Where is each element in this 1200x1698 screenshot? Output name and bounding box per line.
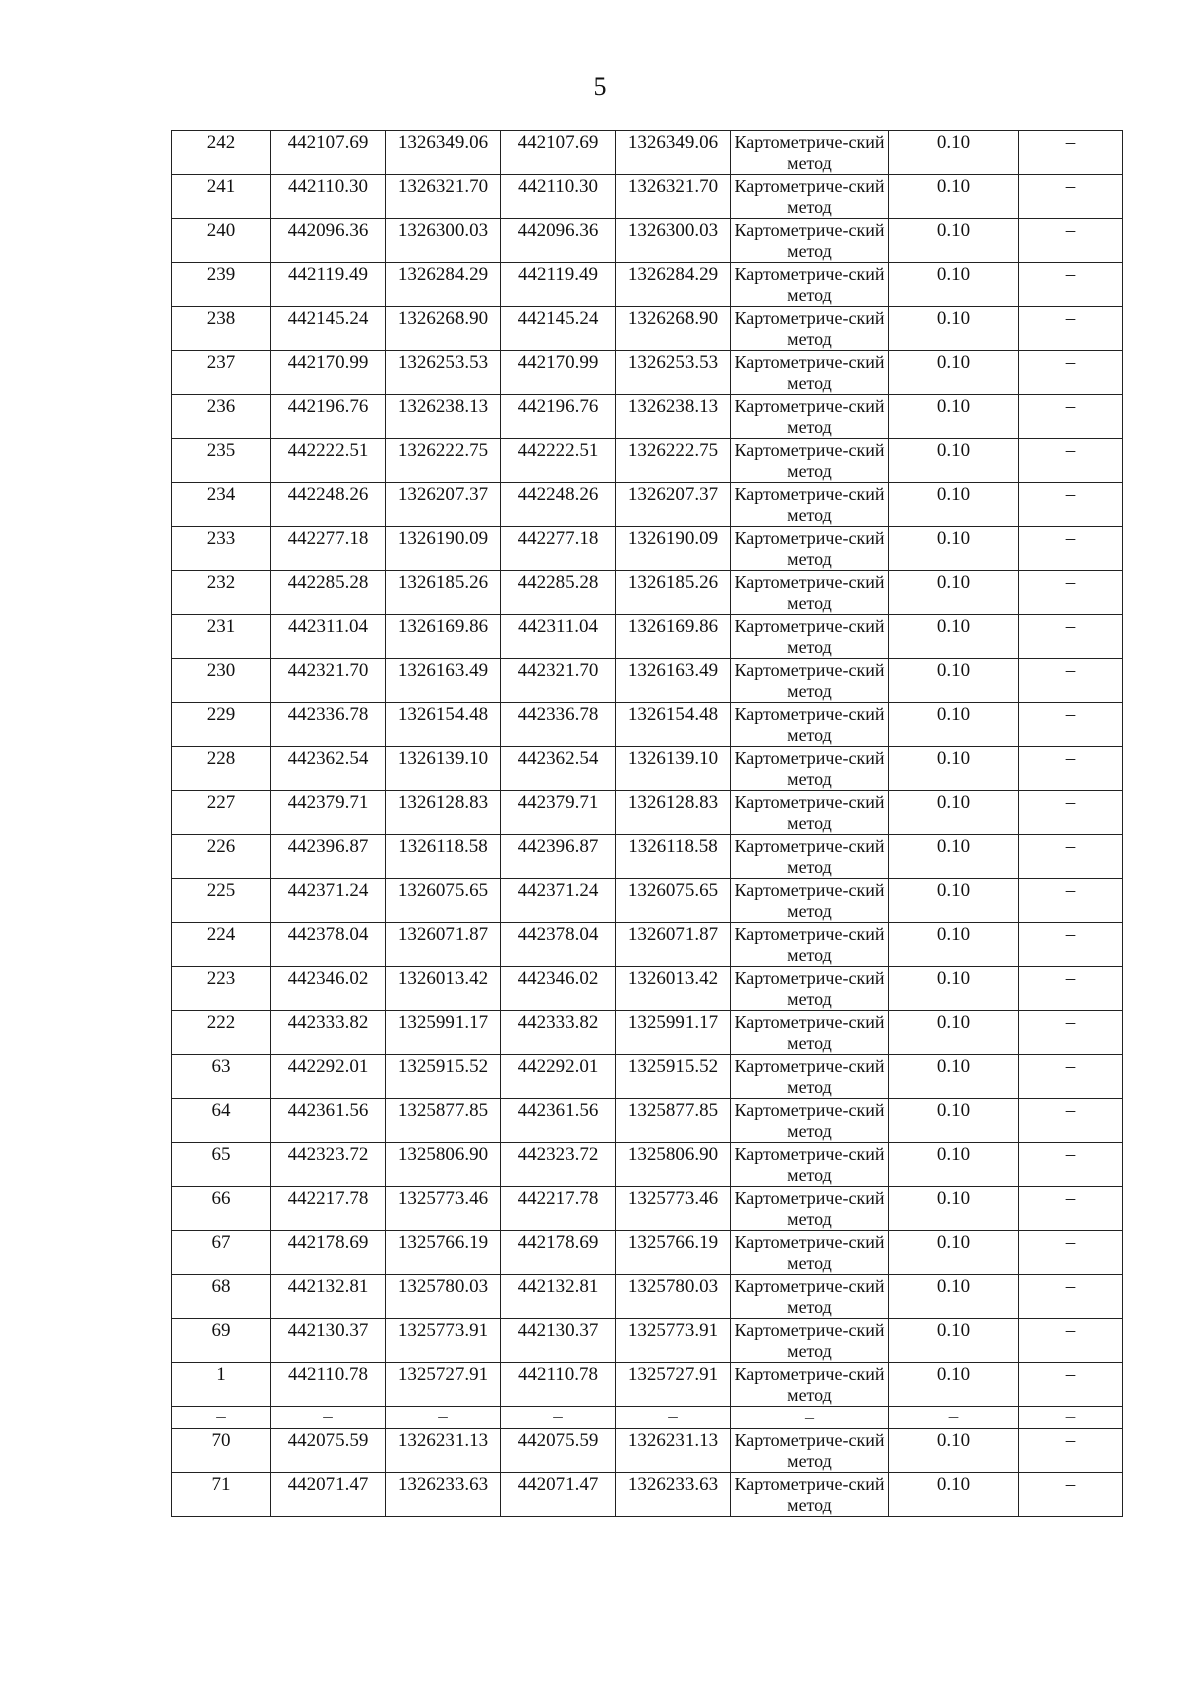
cell-x-new: 442285.28 — [501, 571, 616, 615]
cell-note: – — [1019, 1319, 1123, 1363]
cell-method: Картометриче-ский метод — [731, 131, 889, 175]
cell-y-existing: 1326268.90 — [386, 307, 501, 351]
cell-note: – — [1019, 703, 1123, 747]
cell-method: Картометриче-ский метод — [731, 527, 889, 571]
cell-method: Картометриче-ский метод — [731, 307, 889, 351]
cell-accuracy: 0.10 — [889, 175, 1019, 219]
cell-point-number: 227 — [172, 791, 271, 835]
cell-x-existing: 442333.82 — [271, 1011, 386, 1055]
cell-method: Картометриче-ский метод — [731, 747, 889, 791]
cell-method: Картометриче-ский метод — [731, 219, 889, 263]
cell-x-existing: 442248.26 — [271, 483, 386, 527]
cell-note: – — [1019, 1099, 1123, 1143]
cell-y-new: 1326284.29 — [616, 263, 731, 307]
cell-point-number: 239 — [172, 263, 271, 307]
cell-point-number: 226 — [172, 835, 271, 879]
cell-point-number: 237 — [172, 351, 271, 395]
cell-point-number: 231 — [172, 615, 271, 659]
cell-point-number: 1 — [172, 1363, 271, 1407]
cell-point-number: 64 — [172, 1099, 271, 1143]
cell-y-existing: 1325773.91 — [386, 1319, 501, 1363]
cell-x-existing: 442321.70 — [271, 659, 386, 703]
cell-y-existing: 1326169.86 — [386, 615, 501, 659]
cell-note: – — [1019, 1143, 1123, 1187]
cell-x-new: 442362.54 — [501, 747, 616, 791]
cell-accuracy: – — [889, 1407, 1019, 1429]
cell-method: Картометриче-ский метод — [731, 967, 889, 1011]
cell-x-new: 442130.37 — [501, 1319, 616, 1363]
cell-x-new: 442132.81 — [501, 1275, 616, 1319]
cell-x-new: – — [501, 1407, 616, 1429]
cell-method: Картометриче-ский метод — [731, 659, 889, 703]
cell-x-new: 442110.30 — [501, 175, 616, 219]
cell-point-number: 224 — [172, 923, 271, 967]
cell-x-existing: 442130.37 — [271, 1319, 386, 1363]
cell-y-existing: 1326185.26 — [386, 571, 501, 615]
cell-note: – — [1019, 1275, 1123, 1319]
table-row — [172, 131, 1123, 175]
cell-x-new: 442333.82 — [501, 1011, 616, 1055]
cell-point-number: 234 — [172, 483, 271, 527]
cell-accuracy: 0.10 — [889, 615, 1019, 659]
cell-y-existing: 1325915.52 — [386, 1055, 501, 1099]
cell-accuracy: 0.10 — [889, 1275, 1019, 1319]
cell-note: – — [1019, 219, 1123, 263]
table-row — [172, 527, 1123, 571]
cell-y-existing: 1325766.19 — [386, 1231, 501, 1275]
cell-y-existing: 1326253.53 — [386, 351, 501, 395]
table-row — [172, 1473, 1123, 1517]
table-row — [172, 571, 1123, 615]
cell-method: Картометриче-ский метод — [731, 483, 889, 527]
cell-y-new: 1326231.13 — [616, 1429, 731, 1473]
cell-note: – — [1019, 791, 1123, 835]
table-row — [172, 615, 1123, 659]
cell-point-number: 235 — [172, 439, 271, 483]
cell-y-new: 1325915.52 — [616, 1055, 731, 1099]
cell-accuracy: 0.10 — [889, 1011, 1019, 1055]
table-row — [172, 1099, 1123, 1143]
cell-accuracy: 0.10 — [889, 1231, 1019, 1275]
cell-x-existing: 442110.30 — [271, 175, 386, 219]
table-row — [172, 175, 1123, 219]
cell-x-new: 442119.49 — [501, 263, 616, 307]
cell-x-new: 442292.01 — [501, 1055, 616, 1099]
cell-method: Картометриче-ский метод — [731, 615, 889, 659]
cell-accuracy: 0.10 — [889, 1473, 1019, 1517]
cell-x-existing: 442222.51 — [271, 439, 386, 483]
cell-point-number: 223 — [172, 967, 271, 1011]
cell-x-new: 442321.70 — [501, 659, 616, 703]
cell-note: – — [1019, 175, 1123, 219]
cell-point-number: 232 — [172, 571, 271, 615]
cell-method: Картометриче-ский метод — [731, 703, 889, 747]
table-row — [172, 1363, 1123, 1407]
cell-x-existing: 442346.02 — [271, 967, 386, 1011]
cell-accuracy: 0.10 — [889, 1363, 1019, 1407]
cell-method: Картометриче-ский метод — [731, 791, 889, 835]
cell-method: Картометриче-ский метод — [731, 263, 889, 307]
cell-point-number: 222 — [172, 1011, 271, 1055]
cell-y-new: 1325766.19 — [616, 1231, 731, 1275]
cell-note: – — [1019, 879, 1123, 923]
cell-x-existing: 442379.71 — [271, 791, 386, 835]
table-row — [172, 483, 1123, 527]
cell-point-number: 230 — [172, 659, 271, 703]
cell-accuracy: 0.10 — [889, 1187, 1019, 1231]
table-row — [172, 703, 1123, 747]
cell-x-new: 442145.24 — [501, 307, 616, 351]
cell-y-new: 1326349.06 — [616, 131, 731, 175]
cell-y-existing: 1326233.63 — [386, 1473, 501, 1517]
cell-point-number: 65 — [172, 1143, 271, 1187]
cell-accuracy: 0.10 — [889, 791, 1019, 835]
cell-x-new: 442361.56 — [501, 1099, 616, 1143]
cell-x-existing: 442285.28 — [271, 571, 386, 615]
cell-y-new: 1326185.26 — [616, 571, 731, 615]
cell-accuracy: 0.10 — [889, 395, 1019, 439]
cell-x-existing: 442119.49 — [271, 263, 386, 307]
cell-point-number: 68 — [172, 1275, 271, 1319]
table-row — [172, 747, 1123, 791]
cell-method: Картометриче-ский метод — [731, 439, 889, 483]
table-row — [172, 1187, 1123, 1231]
cell-point-number: 228 — [172, 747, 271, 791]
cell-x-existing: 442196.76 — [271, 395, 386, 439]
table-row — [172, 791, 1123, 835]
cell-y-new: 1325780.03 — [616, 1275, 731, 1319]
cell-point-number: 236 — [172, 395, 271, 439]
cell-y-new: 1325727.91 — [616, 1363, 731, 1407]
cell-y-existing: 1326321.70 — [386, 175, 501, 219]
cell-note: – — [1019, 263, 1123, 307]
cell-x-new: 442346.02 — [501, 967, 616, 1011]
cell-x-new: 442371.24 — [501, 879, 616, 923]
cell-accuracy: 0.10 — [889, 923, 1019, 967]
cell-method: Картометриче-ский метод — [731, 1429, 889, 1473]
cell-y-existing: 1326190.09 — [386, 527, 501, 571]
cell-x-new: 442336.78 — [501, 703, 616, 747]
table-row — [172, 1407, 1123, 1429]
cell-note: – — [1019, 307, 1123, 351]
cell-note: – — [1019, 615, 1123, 659]
cell-note: – — [1019, 1187, 1123, 1231]
table-row — [172, 263, 1123, 307]
cell-accuracy: 0.10 — [889, 1143, 1019, 1187]
table-row — [172, 1011, 1123, 1055]
cell-method: Картометриче-ский метод — [731, 175, 889, 219]
cell-x-new: 442178.69 — [501, 1231, 616, 1275]
table-row — [172, 923, 1123, 967]
cell-method: Картометриче-ский метод — [731, 923, 889, 967]
cell-y-new: 1326207.37 — [616, 483, 731, 527]
cell-y-existing: 1326075.65 — [386, 879, 501, 923]
cell-x-existing: 442277.18 — [271, 527, 386, 571]
cell-note: – — [1019, 1011, 1123, 1055]
cell-note: – — [1019, 483, 1123, 527]
cell-accuracy: 0.10 — [889, 483, 1019, 527]
cell-note: – — [1019, 967, 1123, 1011]
cell-method: Картометриче-ский метод — [731, 395, 889, 439]
cell-x-existing: 442075.59 — [271, 1429, 386, 1473]
cell-point-number: 229 — [172, 703, 271, 747]
cell-y-new: 1326128.83 — [616, 791, 731, 835]
cell-method: Картометриче-ский метод — [731, 1363, 889, 1407]
cell-y-new: 1326169.86 — [616, 615, 731, 659]
cell-note: – — [1019, 351, 1123, 395]
cell-method: Картометриче-ский метод — [731, 1099, 889, 1143]
cell-y-existing: 1325727.91 — [386, 1363, 501, 1407]
cell-accuracy: 0.10 — [889, 527, 1019, 571]
cell-accuracy: 0.10 — [889, 439, 1019, 483]
cell-accuracy: 0.10 — [889, 659, 1019, 703]
cell-point-number: 233 — [172, 527, 271, 571]
coordinates-table — [171, 130, 1123, 1517]
cell-note: – — [1019, 923, 1123, 967]
cell-note: – — [1019, 527, 1123, 571]
cell-accuracy: 0.10 — [889, 131, 1019, 175]
table-row — [172, 1319, 1123, 1363]
table-row — [172, 1429, 1123, 1473]
cell-method: Картометриче-ский метод — [731, 1055, 889, 1099]
cell-point-number: 66 — [172, 1187, 271, 1231]
cell-y-new: 1325806.90 — [616, 1143, 731, 1187]
cell-y-new: 1326013.42 — [616, 967, 731, 1011]
cell-x-new: 442075.59 — [501, 1429, 616, 1473]
cell-y-new: 1326163.49 — [616, 659, 731, 703]
cell-note: – — [1019, 835, 1123, 879]
table-row — [172, 351, 1123, 395]
cell-x-new: 442248.26 — [501, 483, 616, 527]
cell-accuracy: 0.10 — [889, 571, 1019, 615]
cell-y-new: 1326268.90 — [616, 307, 731, 351]
cell-x-existing: 442361.56 — [271, 1099, 386, 1143]
cell-method: Картометриче-ский метод — [731, 1319, 889, 1363]
cell-point-number: 241 — [172, 175, 271, 219]
cell-y-existing: 1326284.29 — [386, 263, 501, 307]
cell-y-existing: 1326163.49 — [386, 659, 501, 703]
cell-point-number: 242 — [172, 131, 271, 175]
cell-y-existing: 1326154.48 — [386, 703, 501, 747]
cell-x-existing: 442096.36 — [271, 219, 386, 263]
cell-method: Картометриче-ский метод — [731, 1187, 889, 1231]
cell-x-new: 442170.99 — [501, 351, 616, 395]
cell-point-number: 67 — [172, 1231, 271, 1275]
cell-y-existing: 1326207.37 — [386, 483, 501, 527]
cell-y-new: 1326075.65 — [616, 879, 731, 923]
cell-y-existing: – — [386, 1407, 501, 1429]
table-row — [172, 1055, 1123, 1099]
cell-y-new: 1326238.13 — [616, 395, 731, 439]
cell-y-new: 1325991.17 — [616, 1011, 731, 1055]
table-row — [172, 307, 1123, 351]
cell-accuracy: 0.10 — [889, 219, 1019, 263]
cell-accuracy: 0.10 — [889, 835, 1019, 879]
cell-note: – — [1019, 395, 1123, 439]
cell-note: – — [1019, 1363, 1123, 1407]
cell-x-existing: 442292.01 — [271, 1055, 386, 1099]
page-number: 5 — [593, 72, 607, 101]
cell-method: Картометриче-ский метод — [731, 1143, 889, 1187]
cell-point-number: 63 — [172, 1055, 271, 1099]
cell-accuracy: 0.10 — [889, 1319, 1019, 1363]
cell-y-existing: 1326139.10 — [386, 747, 501, 791]
cell-y-existing: 1326300.03 — [386, 219, 501, 263]
cell-method: Картометриче-ский метод — [731, 1473, 889, 1517]
cell-y-new: 1326118.58 — [616, 835, 731, 879]
cell-accuracy: 0.10 — [889, 307, 1019, 351]
cell-x-new: 442196.76 — [501, 395, 616, 439]
cell-x-existing: 442110.78 — [271, 1363, 386, 1407]
cell-note: – — [1019, 747, 1123, 791]
cell-x-new: 442323.72 — [501, 1143, 616, 1187]
cell-y-new: 1326190.09 — [616, 527, 731, 571]
cell-x-existing: 442071.47 — [271, 1473, 386, 1517]
cell-x-existing: 442311.04 — [271, 615, 386, 659]
cell-y-existing: 1325806.90 — [386, 1143, 501, 1187]
cell-point-number: 70 — [172, 1429, 271, 1473]
cell-method: Картометриче-ский метод — [731, 351, 889, 395]
cell-x-new: 442110.78 — [501, 1363, 616, 1407]
cell-y-new: 1326253.53 — [616, 351, 731, 395]
table-row — [172, 659, 1123, 703]
cell-y-existing: 1326118.58 — [386, 835, 501, 879]
cell-accuracy: 0.10 — [889, 703, 1019, 747]
cell-y-new: 1326321.70 — [616, 175, 731, 219]
cell-note: – — [1019, 571, 1123, 615]
cell-x-existing: 442336.78 — [271, 703, 386, 747]
cell-note: – — [1019, 659, 1123, 703]
cell-point-number: 225 — [172, 879, 271, 923]
cell-y-new: 1326154.48 — [616, 703, 731, 747]
cell-y-new: 1326233.63 — [616, 1473, 731, 1517]
cell-x-new: 442396.87 — [501, 835, 616, 879]
cell-x-new: 442071.47 — [501, 1473, 616, 1517]
cell-method: Картометриче-ский метод — [731, 571, 889, 615]
cell-x-existing: 442178.69 — [271, 1231, 386, 1275]
cell-x-existing: 442396.87 — [271, 835, 386, 879]
cell-x-new: 442378.04 — [501, 923, 616, 967]
cell-method: Картометриче-ский метод — [731, 879, 889, 923]
cell-y-existing: 1325780.03 — [386, 1275, 501, 1319]
cell-y-new: 1326300.03 — [616, 219, 731, 263]
cell-x-existing: 442170.99 — [271, 351, 386, 395]
cell-x-existing: 442217.78 — [271, 1187, 386, 1231]
cell-x-existing: 442362.54 — [271, 747, 386, 791]
cell-y-existing: 1326231.13 — [386, 1429, 501, 1473]
cell-x-new: 442107.69 — [501, 131, 616, 175]
table-row — [172, 879, 1123, 923]
cell-x-new: 442217.78 — [501, 1187, 616, 1231]
cell-x-new: 442311.04 — [501, 615, 616, 659]
table-row — [172, 395, 1123, 439]
cell-y-existing: 1326349.06 — [386, 131, 501, 175]
cell-x-new: 442096.36 — [501, 219, 616, 263]
cell-note: – — [1019, 1407, 1123, 1429]
cell-method: – — [731, 1407, 889, 1429]
cell-point-number: 69 — [172, 1319, 271, 1363]
cell-point-number: 238 — [172, 307, 271, 351]
cell-y-new: 1326071.87 — [616, 923, 731, 967]
cell-x-new: 442379.71 — [501, 791, 616, 835]
cell-x-new: 442222.51 — [501, 439, 616, 483]
cell-accuracy: 0.10 — [889, 1099, 1019, 1143]
table-row — [172, 835, 1123, 879]
cell-note: – — [1019, 1473, 1123, 1517]
cell-accuracy: 0.10 — [889, 879, 1019, 923]
cell-x-existing: 442145.24 — [271, 307, 386, 351]
cell-x-new: 442277.18 — [501, 527, 616, 571]
cell-accuracy: 0.10 — [889, 1055, 1019, 1099]
cell-y-existing: 1326013.42 — [386, 967, 501, 1011]
cell-method: Картометриче-ский метод — [731, 835, 889, 879]
table-row — [172, 1231, 1123, 1275]
table-row — [172, 1143, 1123, 1187]
cell-accuracy: 0.10 — [889, 747, 1019, 791]
cell-x-existing: 442132.81 — [271, 1275, 386, 1319]
cell-y-new: 1325877.85 — [616, 1099, 731, 1143]
table-row — [172, 967, 1123, 1011]
cell-method: Картометриче-ский метод — [731, 1231, 889, 1275]
cell-y-existing: 1326238.13 — [386, 395, 501, 439]
cell-accuracy: 0.10 — [889, 351, 1019, 395]
table-body — [172, 131, 1123, 1517]
cell-y-new: 1326139.10 — [616, 747, 731, 791]
cell-y-new: 1326222.75 — [616, 439, 731, 483]
table-row — [172, 439, 1123, 483]
cell-x-existing: 442323.72 — [271, 1143, 386, 1187]
cell-point-number: – — [172, 1407, 271, 1429]
cell-accuracy: 0.10 — [889, 967, 1019, 1011]
cell-y-new: 1325773.46 — [616, 1187, 731, 1231]
cell-method: Картометриче-ский метод — [731, 1011, 889, 1055]
cell-accuracy: 0.10 — [889, 1429, 1019, 1473]
cell-note: – — [1019, 439, 1123, 483]
cell-y-existing: 1325877.85 — [386, 1099, 501, 1143]
cell-note: – — [1019, 131, 1123, 175]
cell-y-existing: 1326128.83 — [386, 791, 501, 835]
cell-note: – — [1019, 1231, 1123, 1275]
cell-note: – — [1019, 1429, 1123, 1473]
cell-y-existing: 1325773.46 — [386, 1187, 501, 1231]
cell-point-number: 71 — [172, 1473, 271, 1517]
table-row — [172, 1275, 1123, 1319]
cell-point-number: 240 — [172, 219, 271, 263]
cell-x-existing: 442371.24 — [271, 879, 386, 923]
cell-note: – — [1019, 1055, 1123, 1099]
cell-y-existing: 1326071.87 — [386, 923, 501, 967]
cell-y-existing: 1326222.75 — [386, 439, 501, 483]
cell-y-existing: 1325991.17 — [386, 1011, 501, 1055]
cell-x-existing: – — [271, 1407, 386, 1429]
table-row — [172, 219, 1123, 263]
cell-x-existing: 442107.69 — [271, 131, 386, 175]
cell-method: Картометриче-ский метод — [731, 1275, 889, 1319]
cell-y-new: 1325773.91 — [616, 1319, 731, 1363]
cell-accuracy: 0.10 — [889, 263, 1019, 307]
cell-y-new: – — [616, 1407, 731, 1429]
cell-x-existing: 442378.04 — [271, 923, 386, 967]
